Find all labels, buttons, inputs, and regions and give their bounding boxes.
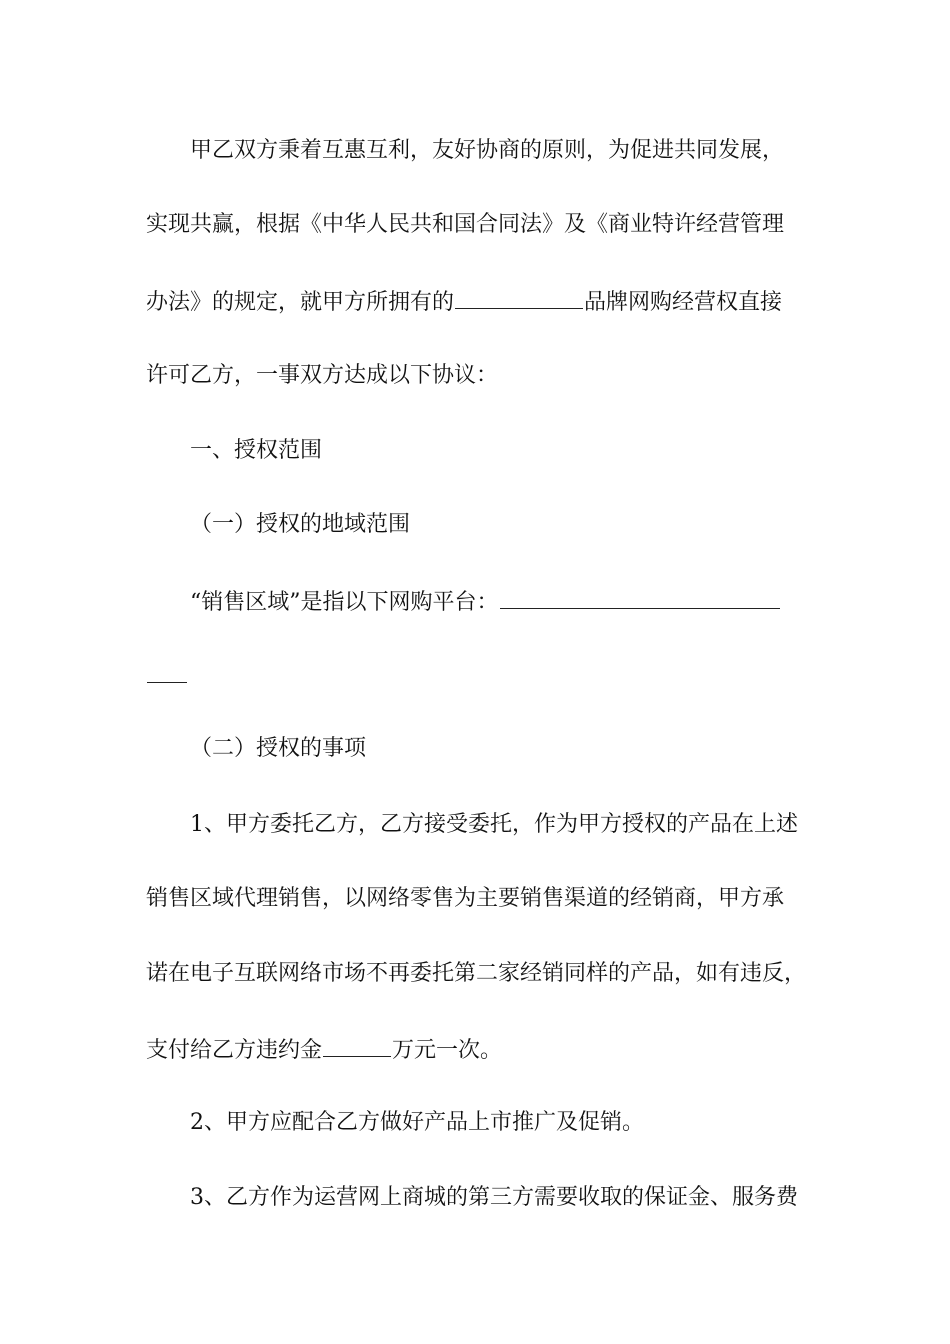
text-segment: 支付给乙方违约金 <box>146 1038 323 1063</box>
paragraph-line <box>190 586 870 618</box>
platform-blank <box>500 586 780 609</box>
paragraph-line: 甲乙双方秉着互惠互利，友好协商的原则，为促进共同发展， <box>190 138 785 163</box>
brand-blank <box>455 286 583 309</box>
paragraph-line: 3、乙方作为运营网上商城的第三方需要收取的保证金、服务费 <box>190 1185 798 1210</box>
text-segment: “销售区域”是指以下网购平台： <box>190 590 499 615</box>
paragraph-line: 销售区域代理销售，以网络零售为主要销售渠道的经销商，甲方承 <box>146 886 785 911</box>
paragraph-line: 诺在电子互联网络市场不再委托第二家经销同样的产品，如有违反， <box>146 961 807 986</box>
paragraph-line <box>146 286 826 318</box>
paragraph-line: 2、甲方应配合乙方做好产品上市推广及促销。 <box>190 1110 644 1135</box>
paragraph-line: 许可乙方，一事双方达成以下协议： <box>146 363 499 388</box>
text-segment: 办法》的规定，就甲方所拥有的 <box>146 290 455 315</box>
platform-blank-continued <box>147 660 187 683</box>
paragraph-line <box>146 1034 826 1066</box>
text-segment: 品牌网购经营权直接 <box>584 290 783 315</box>
paragraph-line <box>146 660 826 692</box>
text-segment: 万元一次。 <box>392 1038 503 1063</box>
paragraph-line: 1、甲方委托乙方，乙方接受委托，作为甲方授权的产品在上述 <box>190 812 798 837</box>
subsection-heading: （一）授权的地域范围 <box>190 512 411 537</box>
paragraph-line: 实现共赢，根据《中华人民共和国合同法》及《商业特许经营管理 <box>146 212 785 237</box>
section-heading: 一、授权范围 <box>190 438 323 463</box>
subsection-heading: （二）授权的事项 <box>190 736 367 761</box>
penalty-blank <box>323 1034 391 1057</box>
